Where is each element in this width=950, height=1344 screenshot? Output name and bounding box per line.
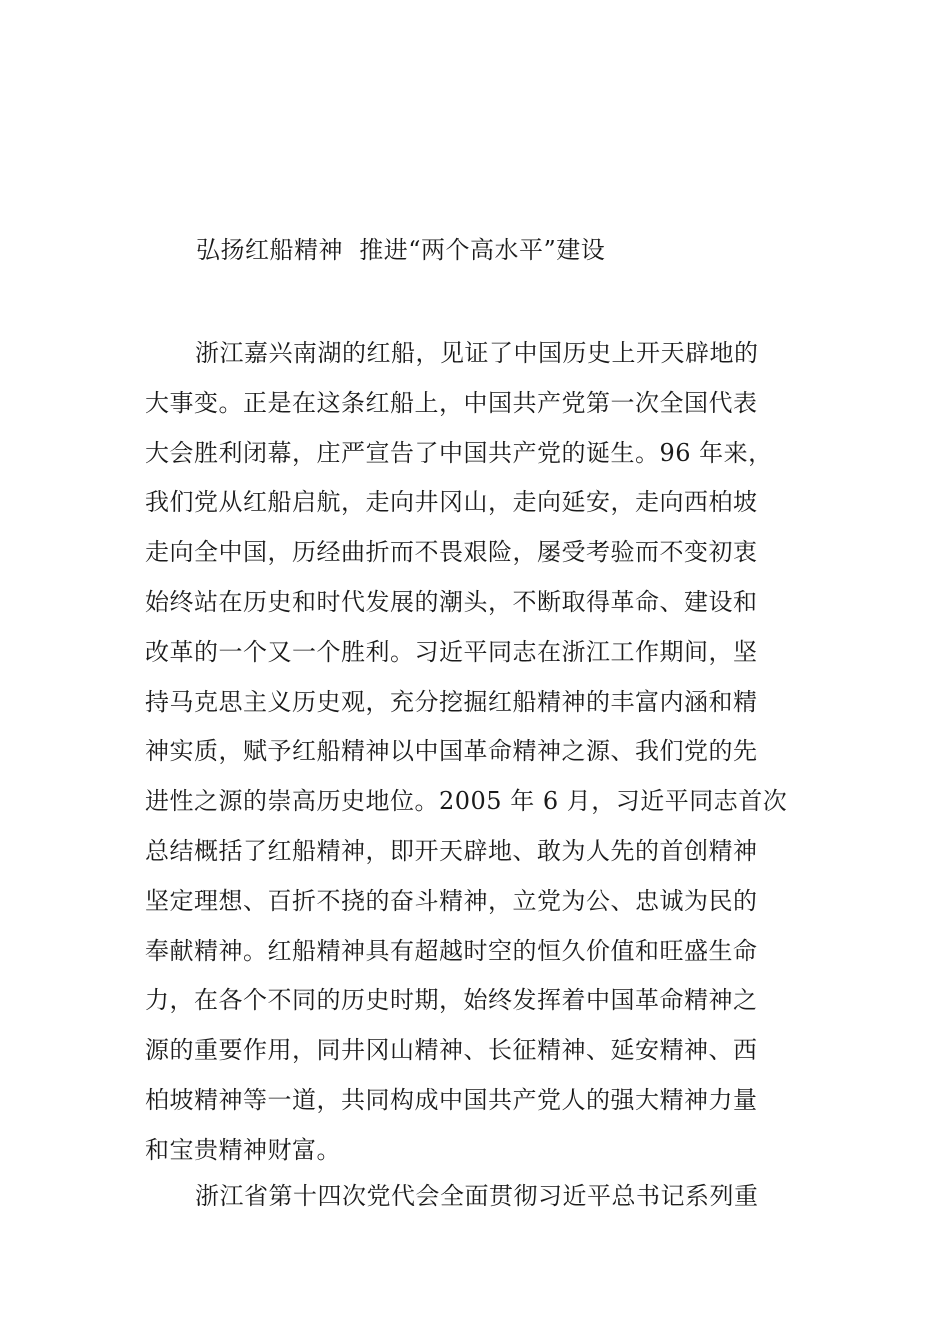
paragraph-2: [145, 1172, 810, 1222]
paragraph-line: 柏坡精神等一道，共同构成中国共产党人的强大精神力量: [145, 1085, 758, 1114]
paragraph-line: 奉献精神。红船精神具有超越时空的恒久价值和旺盛生命: [145, 936, 758, 965]
paragraph-line: 神实质，赋予红船精神以中国革命精神之源、我们党的先: [145, 737, 758, 766]
paragraph-line: 和宝贵精神财富。: [145, 1135, 341, 1164]
paragraph-line: 持马克思主义历史观，充分挖掘红船精神的丰富内涵和精: [145, 687, 758, 716]
paragraph-line: 进性之源的崇高历史地位。2005 年 6 月，习近平同志首次: [145, 787, 788, 816]
paragraph-line: 我们党从红船启航，走向井冈山，走向延安，走向西柏坡: [145, 488, 758, 517]
paragraph-line: 大事变。正是在这条红船上，中国共产党第一次全国代表: [145, 388, 758, 417]
paragraph-line: 大会胜利闭幕，庄严宣告了中国共产党的诞生。96 年来，: [145, 438, 773, 467]
paragraph-line: 坚定理想、百折不挠的奋斗精神，立党为公、忠诚为民的: [145, 886, 758, 915]
paragraph-line: 总结概括了红船精神，即开天辟地、敢为人先的首创精神: [145, 836, 758, 865]
paragraph-line: 始终站在历史和时代发展的潮头，不断取得革命、建设和: [145, 587, 758, 616]
paragraph-line: 力，在各个不同的历史时期，始终发挥着中国革命精神之: [145, 986, 758, 1015]
paragraph-line: 走向全中国，历经曲折而不畏艰险，屡受考验而不变初衷: [145, 538, 758, 567]
paragraph-line: 源的重要作用，同井冈山精神、长征精神、延安精神、西: [145, 1036, 758, 1065]
paragraph-line: 改革的一个又一个胜利。习近平同志在浙江工作期间，坚: [145, 637, 758, 666]
document-title: 弘扬红船精神 推进“两个高水平”建设: [196, 236, 606, 264]
paragraph-line: 浙江省第十四次党代会全面贯彻习近平总书记系列重: [195, 1182, 759, 1210]
paragraph-1: [145, 329, 810, 1176]
paragraph-line: 浙江嘉兴南湖的红船，见证了中国历史上开天辟地的: [195, 339, 759, 367]
